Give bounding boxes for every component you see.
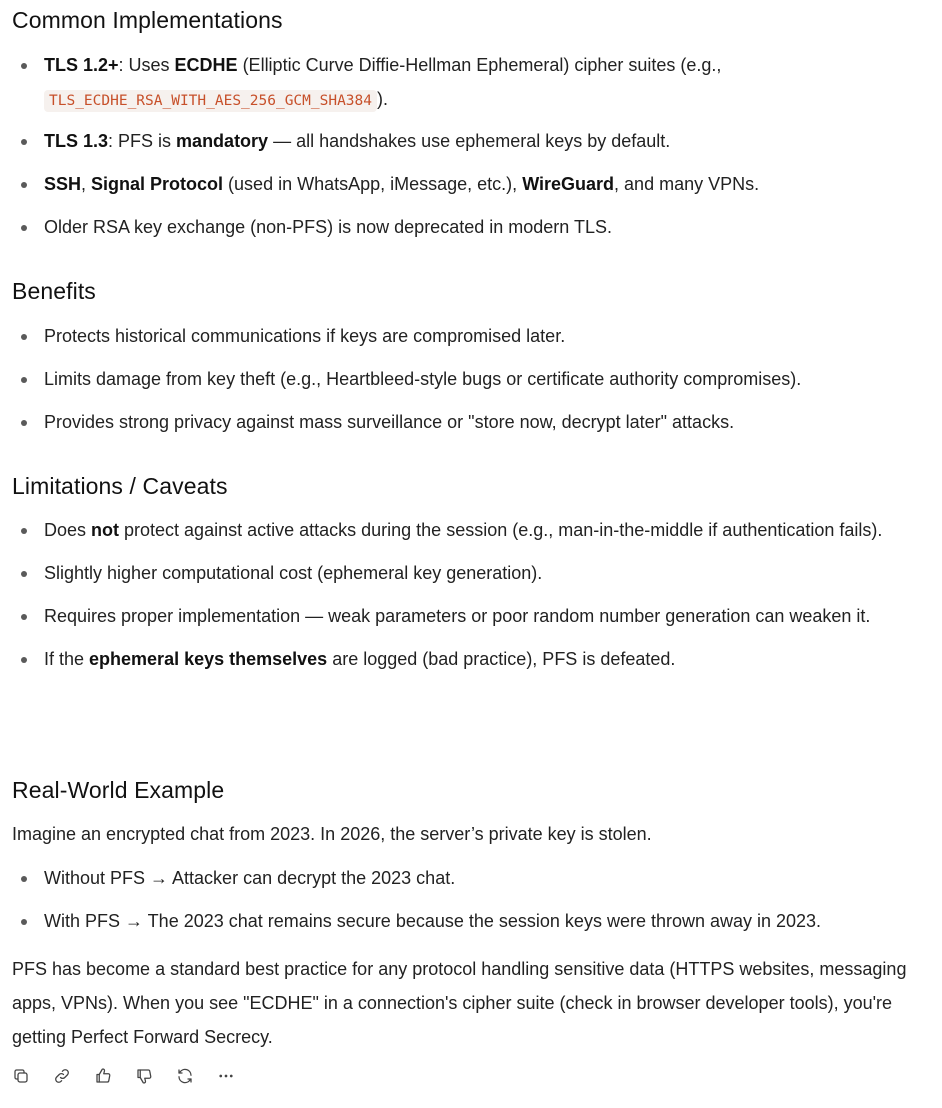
list-item: SSH, Signal Protocol (used in WhatsApp, iMessage, etc.), WireGuard, and many VPNs.: [12, 167, 940, 201]
conclusion-paragraph: PFS has become a standard best practice for any protocol handling sensitive data (HTTPS websites, messaging apps, VPNs). When you see "ECDHE" in a connection's cipher suite (check in browser developer tools), you're getting Perfect Forward Secrecy.: [12, 959, 907, 1047]
thumbs-up-button[interactable]: [94, 1063, 135, 1089]
list-item: If the ephemeral keys themselves are logged (bad practice), PFS is defeated.: [12, 642, 940, 676]
copy-button[interactable]: [12, 1063, 53, 1089]
list-limitations: [12, 513, 940, 676]
heading-benefits: Benefits: [12, 278, 96, 304]
regenerate-button[interactable]: [176, 1063, 217, 1089]
list-item: Requires proper implementation — weak parameters or poor random number generation can weaken it.: [12, 599, 940, 633]
list-item: Does not protect against active attacks during the session (e.g., man-in-the-middle if authentication fails).: [12, 513, 940, 547]
heading-limitations: Limitations / Caveats: [12, 473, 228, 499]
list-item: TLS 1.2+: Uses ECDHE (Elliptic Curve Diffie-Hellman Ephemeral) cipher suites (e.g., TLS_ECDHE_RSA_WITH_AES_256_GCM_SHA384 ).: [12, 48, 940, 116]
list-item: Protects historical communications if keys are compromised later.: [12, 319, 940, 353]
list-item: Slightly higher computational cost (ephemeral key generation).: [12, 556, 940, 590]
example-intro: Imagine an encrypted chat from 2023. In 2026, the server’s private key is stolen.: [12, 824, 652, 844]
cipher-suite-code: TLS_ECDHE_RSA_WITH_AES_256_GCM_SHA384: [44, 90, 377, 112]
list-item: With PFS → The 2023 chat remains secure because the session keys were thrown away in 2023.: [12, 904, 940, 938]
list-item: Provides strong privacy against mass surveillance or "store now, decrypt later" attacks.: [12, 405, 940, 439]
list-example: [12, 861, 940, 938]
list-item: TLS 1.3: PFS is mandatory — all handshakes use ephemeral keys by default.: [12, 124, 940, 158]
share-link-button[interactable]: [53, 1063, 94, 1089]
list-item: Limits damage from key theft (e.g., Heartbleed-style bugs or certificate authority compromises).: [12, 362, 940, 396]
message-action-bar: [12, 1063, 258, 1089]
thumbs-up-icon: [94, 1067, 112, 1085]
more-options-button[interactable]: [217, 1063, 258, 1089]
list-item: Without PFS → Attacker can decrypt the 2023 chat.: [12, 861, 940, 895]
heading-common-implementations: Common Implementations: [12, 7, 283, 33]
copy-icon: [12, 1067, 30, 1085]
more-icon: [217, 1067, 235, 1085]
list-item: Older RSA key exchange (non-PFS) is now deprecated in modern TLS.: [12, 210, 940, 244]
thumbs-down-icon: [135, 1067, 153, 1085]
list-benefits: [12, 319, 940, 439]
regenerate-icon: [176, 1067, 194, 1085]
list-common-implementations: [12, 48, 940, 244]
heading-real-world-example: Real-World Example: [12, 777, 225, 803]
thumbs-down-button[interactable]: [135, 1063, 176, 1089]
link-icon: [53, 1067, 71, 1085]
